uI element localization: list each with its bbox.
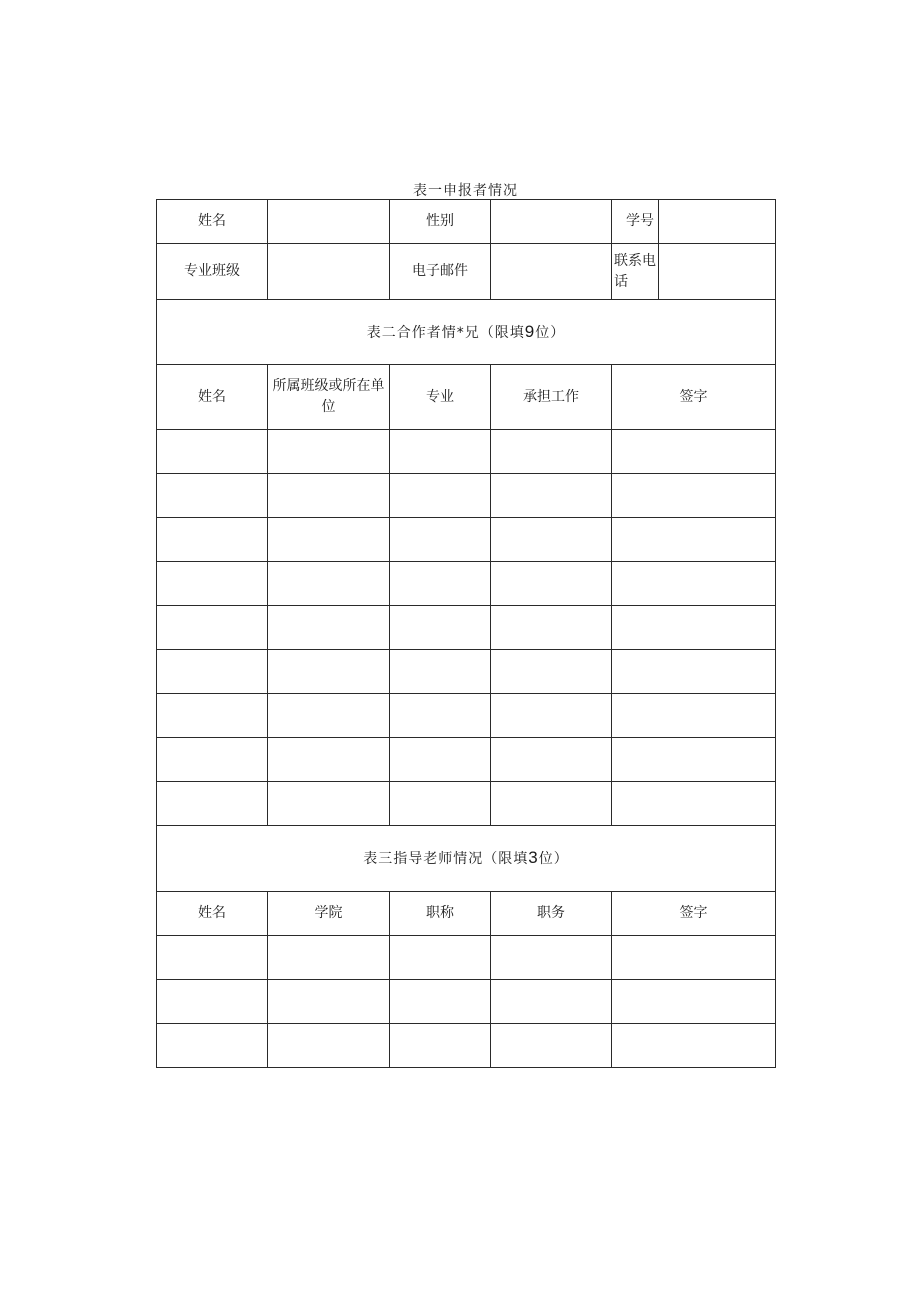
gender-label: 性别 xyxy=(390,200,491,244)
table-cell[interactable] xyxy=(612,606,776,650)
table-cell[interactable] xyxy=(157,430,268,474)
major-class-field[interactable] xyxy=(268,244,390,300)
table2-title-suffix: 位） xyxy=(535,324,566,341)
table3-title-prefix: 表三指导老师情况（限填 xyxy=(363,851,529,867)
table-row xyxy=(157,562,776,606)
table-cell[interactable] xyxy=(612,694,776,738)
table-cell[interactable] xyxy=(157,650,268,694)
table-cell[interactable] xyxy=(390,518,491,562)
table-cell[interactable] xyxy=(612,474,776,518)
student-id-label: 学号 xyxy=(612,200,659,244)
advisors-title-row xyxy=(157,826,776,892)
applicant-row-2 xyxy=(157,244,776,300)
table-row xyxy=(157,738,776,782)
advisor-header-name: 姓名 xyxy=(157,892,268,936)
table2-title xyxy=(157,300,776,365)
table-cell[interactable] xyxy=(491,474,612,518)
phone-field[interactable] xyxy=(659,244,776,300)
table-cell[interactable] xyxy=(157,562,268,606)
table-cell[interactable] xyxy=(157,936,268,980)
table-cell[interactable] xyxy=(157,980,268,1024)
table-cell[interactable] xyxy=(390,430,491,474)
table3-title-suffix: 位） xyxy=(538,851,569,867)
table-cell[interactable] xyxy=(491,650,612,694)
collaborators-title-row xyxy=(157,300,776,365)
table-cell[interactable] xyxy=(390,474,491,518)
table-cell[interactable] xyxy=(491,936,612,980)
email-label: 电子邮件 xyxy=(390,244,491,300)
table-cell[interactable] xyxy=(268,738,390,782)
table-cell[interactable] xyxy=(268,980,390,1024)
phone-label: 联系电话 xyxy=(612,244,659,300)
collab-header-unit: 所属班级或所在单位 xyxy=(268,365,390,430)
table-row xyxy=(157,1024,776,1068)
advisor-header-college: 学院 xyxy=(268,892,390,936)
table-cell[interactable] xyxy=(268,518,390,562)
table3-title xyxy=(157,826,776,892)
table-cell[interactable] xyxy=(157,694,268,738)
application-form-table xyxy=(156,199,776,1068)
table-cell[interactable] xyxy=(268,650,390,694)
table3-title-number: 3 xyxy=(528,848,539,867)
name-field[interactable] xyxy=(268,200,390,244)
table-cell[interactable] xyxy=(268,694,390,738)
table-cell[interactable] xyxy=(491,782,612,826)
table-cell[interactable] xyxy=(157,474,268,518)
table-cell[interactable] xyxy=(390,738,491,782)
table-cell[interactable] xyxy=(491,606,612,650)
table-cell[interactable] xyxy=(491,1024,612,1068)
table-cell[interactable] xyxy=(491,738,612,782)
table-row xyxy=(157,936,776,980)
name-label: 姓名 xyxy=(157,200,268,244)
table-cell[interactable] xyxy=(491,980,612,1024)
table-cell[interactable] xyxy=(157,518,268,562)
collab-header-major: 专业 xyxy=(390,365,491,430)
advisor-header-position: 职务 xyxy=(491,892,612,936)
major-class-label: 专业班级 xyxy=(157,244,268,300)
table-cell[interactable] xyxy=(612,650,776,694)
table-cell[interactable] xyxy=(268,606,390,650)
advisor-header-title: 职称 xyxy=(390,892,491,936)
table-cell[interactable] xyxy=(268,430,390,474)
table-cell[interactable] xyxy=(390,782,491,826)
table-row xyxy=(157,430,776,474)
table-cell[interactable] xyxy=(612,1024,776,1068)
table-cell[interactable] xyxy=(268,562,390,606)
table-cell[interactable] xyxy=(268,474,390,518)
table-row xyxy=(157,782,776,826)
table-cell[interactable] xyxy=(390,936,491,980)
table-cell[interactable] xyxy=(157,606,268,650)
table-cell[interactable] xyxy=(268,782,390,826)
table-cell[interactable] xyxy=(491,694,612,738)
collaborators-header-row xyxy=(157,365,776,430)
advisors-header-row xyxy=(157,892,776,936)
table-row xyxy=(157,980,776,1024)
student-id-field[interactable] xyxy=(659,200,776,244)
table-cell[interactable] xyxy=(491,518,612,562)
table-cell[interactable] xyxy=(390,562,491,606)
table2-title-prefix: 表二合作者情*兄（限填 xyxy=(366,324,525,341)
table-cell[interactable] xyxy=(157,1024,268,1068)
table-cell[interactable] xyxy=(612,430,776,474)
table-cell[interactable] xyxy=(612,782,776,826)
table-row xyxy=(157,518,776,562)
table2-title-number: 9 xyxy=(524,321,536,341)
table-cell[interactable] xyxy=(268,1024,390,1068)
table-cell[interactable] xyxy=(390,980,491,1024)
table1-title: 表一申报者情况 xyxy=(413,183,518,199)
table-cell[interactable] xyxy=(390,694,491,738)
applicant-row-1 xyxy=(157,200,776,244)
table-cell[interactable] xyxy=(612,562,776,606)
table-cell[interactable] xyxy=(612,518,776,562)
table-cell[interactable] xyxy=(390,1024,491,1068)
table-row xyxy=(157,606,776,650)
table-row xyxy=(157,694,776,738)
gender-field[interactable] xyxy=(491,200,612,244)
table-row xyxy=(157,650,776,694)
table-cell[interactable] xyxy=(612,738,776,782)
table-cell[interactable] xyxy=(491,430,612,474)
table-cell[interactable] xyxy=(491,562,612,606)
table-cell[interactable] xyxy=(157,782,268,826)
table-cell[interactable] xyxy=(157,738,268,782)
table-cell[interactable] xyxy=(612,936,776,980)
collab-header-work: 承担工作 xyxy=(491,365,612,430)
collab-header-signature: 签字 xyxy=(612,365,776,430)
table-cell[interactable] xyxy=(612,980,776,1024)
email-field[interactable] xyxy=(491,244,612,300)
advisor-header-signature: 签字 xyxy=(612,892,776,936)
table-cell[interactable] xyxy=(390,650,491,694)
table-cell[interactable] xyxy=(390,606,491,650)
table-cell[interactable] xyxy=(268,936,390,980)
collab-header-name: 姓名 xyxy=(157,365,268,430)
table-row xyxy=(157,474,776,518)
